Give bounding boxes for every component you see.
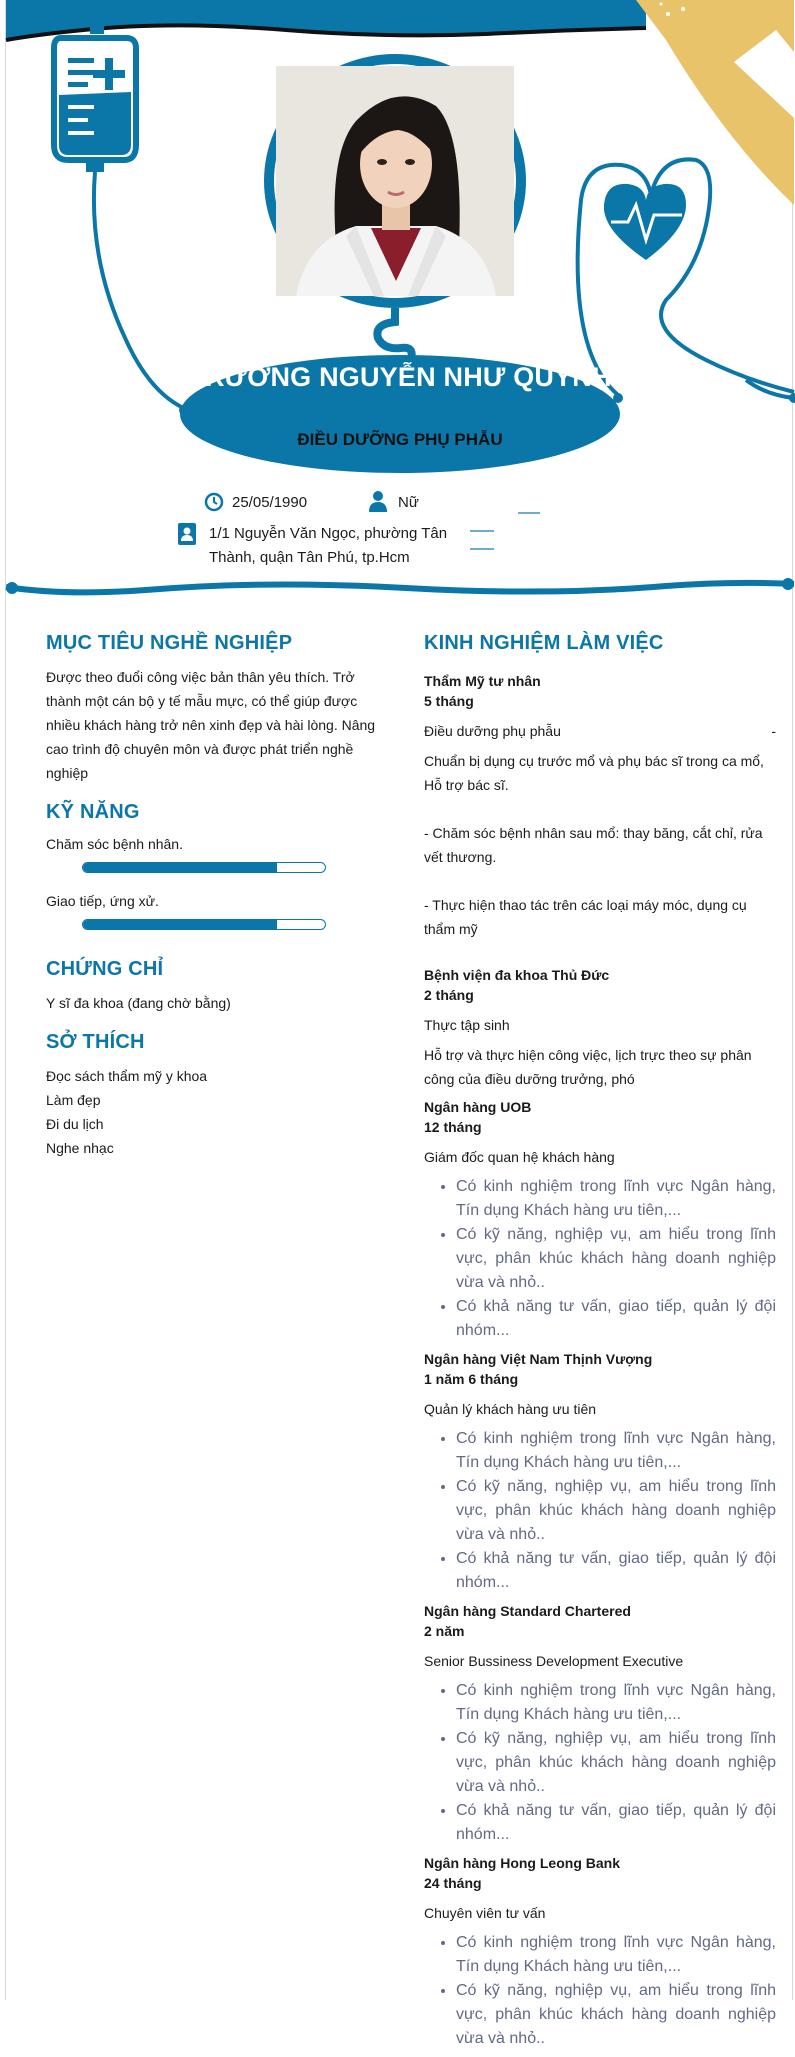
company-name: Ngân hàng UOB <box>424 1099 532 1115</box>
wave-divider <box>6 583 794 593</box>
position-title: Quản lý khách hàng ưu tiên <box>424 1401 597 1417</box>
bullet-list <box>424 1427 776 1595</box>
avatar <box>276 66 514 296</box>
position <box>424 721 776 741</box>
job-title: ĐIỀU DƯỠNG PHỤ PHẪU <box>297 430 503 449</box>
bullet-item: • Có khả năng tư vấn, giao tiếp, quản lý đội nhóm... <box>456 1799 776 1847</box>
duration: 12 tháng <box>424 1119 482 1135</box>
experience-item <box>424 1853 776 2051</box>
experience-title: KINH NGHIỆM LÀM VIỆC <box>424 632 664 654</box>
gender: Nữ <box>398 494 419 511</box>
experience-item <box>424 1349 776 1595</box>
duration: 24 tháng <box>424 1875 482 1891</box>
bullet-item: • Có kỹ năng, nghiệp vụ, am hiểu trong lĩnh vực, phân khúc khách hàng doanh nghiệp vừa và nhỏ.. <box>456 1979 776 2051</box>
duration: 2 tháng <box>424 987 474 1003</box>
description: - Chăm sóc bệnh nhân sau mổ: thay băng, cắt chỉ, rửa vết thương. <box>424 825 763 865</box>
bullet-item: • Có khả năng tư vấn, giao tiếp, quản lý đội nhóm... <box>456 1547 776 1595</box>
duration: 2 năm <box>424 1623 465 1639</box>
position-title: Chuyên viên tư vấn <box>424 1905 546 1921</box>
description: Hỗ trợ và thực hiện công việc, lịch trực theo sự phân công của điều dưỡng trưởng, phó <box>424 1047 752 1087</box>
position-title: Giám đốc quan hệ khách hàng <box>424 1149 615 1165</box>
duration: 5 tháng <box>424 693 474 709</box>
iv-tube <box>94 172 188 410</box>
company-name: Bệnh viện đa khoa Thủ Đức <box>424 967 610 983</box>
company-name: Ngân hàng Việt Nam Thịnh Vượng <box>424 1351 653 1367</box>
hobbies-list <box>46 1064 376 1160</box>
person-icon <box>368 490 388 512</box>
company-name: Thẩm Mỹ tư nhân <box>424 673 541 689</box>
skills-list <box>46 834 376 930</box>
address: 1/1 Nguyễn Văn Ngọc, phường Tân Thành, quận Tân Phú, tp.Hcm <box>209 525 448 566</box>
hobbies-title: SỞ THÍCH <box>46 1031 145 1053</box>
cv-page <box>5 0 793 2047</box>
hobby-item: Đọc sách thẩm mỹ y khoa <box>46 1068 208 1084</box>
experience-item <box>424 671 776 941</box>
skill-bar-fill <box>83 863 277 872</box>
bullet-item: • Có kỹ năng, nghiệp vụ, am hiểu trong lĩnh vực, phân khúc khách hàng doanh nghiệp vừa và nhỏ.. <box>456 1727 776 1799</box>
address-book-icon <box>176 522 198 546</box>
skill-label: Chăm sóc bệnh nhân. <box>46 836 183 852</box>
skill-item <box>46 891 376 930</box>
stethoscope-tube <box>377 308 411 362</box>
bullet-item: • Có kỹ năng, nghiệp vụ, am hiểu trong lĩnh vực, phân khúc khách hàng doanh nghiệp vừa và nhỏ.. <box>456 1475 776 1547</box>
bullet-item: • Có kinh nghiệm trong lĩnh vực Ngân hàng, Tín dụng Khách hàng ưu tiên,... <box>456 1679 776 1727</box>
position-title: Điều dưỡng phụ phẫu <box>424 723 561 739</box>
skill-label: Giao tiếp, ứng xử. <box>46 893 159 909</box>
hobby-item: Làm đẹp <box>46 1092 101 1108</box>
skill-bar <box>82 919 326 930</box>
position-title: Thực tập sinh <box>424 1017 510 1033</box>
hobby-item: Đi du lịch <box>46 1116 104 1132</box>
objective-text: Được theo đuổi công việc bản thân yêu thích. Trở thành một cán bộ y tế mẫu mực, có thể giúp được nhiều khách hàng trở nên xinh đẹp và hài lòng. Nâng cao trình độ chuyên môn và được phát triển nghề nghiệp <box>46 669 376 781</box>
bullet-list <box>424 1175 776 1343</box>
position <box>424 1651 776 1671</box>
bullet-list <box>424 1679 776 1847</box>
hobby-item: Nghe nhạc <box>46 1140 114 1156</box>
position <box>424 1399 776 1419</box>
objective-title: MỤC TIÊU NGHỀ NGHIỆP <box>46 632 293 654</box>
position <box>424 1147 776 1167</box>
certificates-title: CHỨNG CHỈ <box>46 958 164 980</box>
position <box>424 1015 776 1035</box>
certificate-item: Y sĩ đa khoa (đang chờ bằng) <box>46 995 231 1011</box>
iv-bag-icon <box>54 20 136 172</box>
experience-item <box>424 1097 776 1343</box>
skill-bar-fill <box>83 920 277 929</box>
bullet-item: • Có kinh nghiệm trong lĩnh vực Ngân hàng, Tín dụng Khách hàng ưu tiên,... <box>456 1427 776 1475</box>
position-suffix: - <box>771 723 776 739</box>
skill-item <box>46 834 376 873</box>
certificates-list <box>46 991 376 1015</box>
birthday: 25/05/1990 <box>232 494 308 511</box>
experience-item <box>424 1601 776 1847</box>
full-name: TRƯƠNG NGUYỄN NHƯ QUỲNH <box>188 362 612 392</box>
bullet-item: • Có khả năng tư vấn, giao tiếp, quản lý đội nhóm... <box>456 1295 776 1343</box>
experience-list <box>424 671 776 2051</box>
description: - Thực hiện thao tác trên các loại máy móc, dụng cụ thẩm mỹ <box>424 897 747 937</box>
skill-bar <box>82 862 326 873</box>
skills-title: KỸ NĂNG <box>46 801 140 823</box>
left-column <box>46 632 376 1160</box>
clock-icon <box>204 492 224 512</box>
company-name: Ngân hàng Standard Chartered <box>424 1603 631 1619</box>
bullet-list <box>424 1931 776 2051</box>
company-name: Ngân hàng Hong Leong Bank <box>424 1855 620 1871</box>
right-column <box>424 632 776 2057</box>
position-title: Senior Bussiness Development Executive <box>424 1653 684 1669</box>
position <box>424 1903 776 1923</box>
bullet-item: • Có kinh nghiệm trong lĩnh vực Ngân hàng, Tín dụng Khách hàng ưu tiên,... <box>456 1175 776 1223</box>
bullet-item: • Có kinh nghiệm trong lĩnh vực Ngân hàng, Tín dụng Khách hàng ưu tiên,... <box>456 1931 776 1979</box>
experience-item <box>424 965 776 1091</box>
duration: 1 năm 6 tháng <box>424 1371 519 1387</box>
bullet-item: • Có kỹ năng, nghiệp vụ, am hiểu trong lĩnh vực, phân khúc khách hàng doanh nghiệp vừa và nhỏ.. <box>456 1223 776 1295</box>
description: Chuẩn bị dụng cụ trước mổ và phụ bác sĩ trong ca mổ, Hỗ trợ bác sĩ. <box>424 753 764 793</box>
